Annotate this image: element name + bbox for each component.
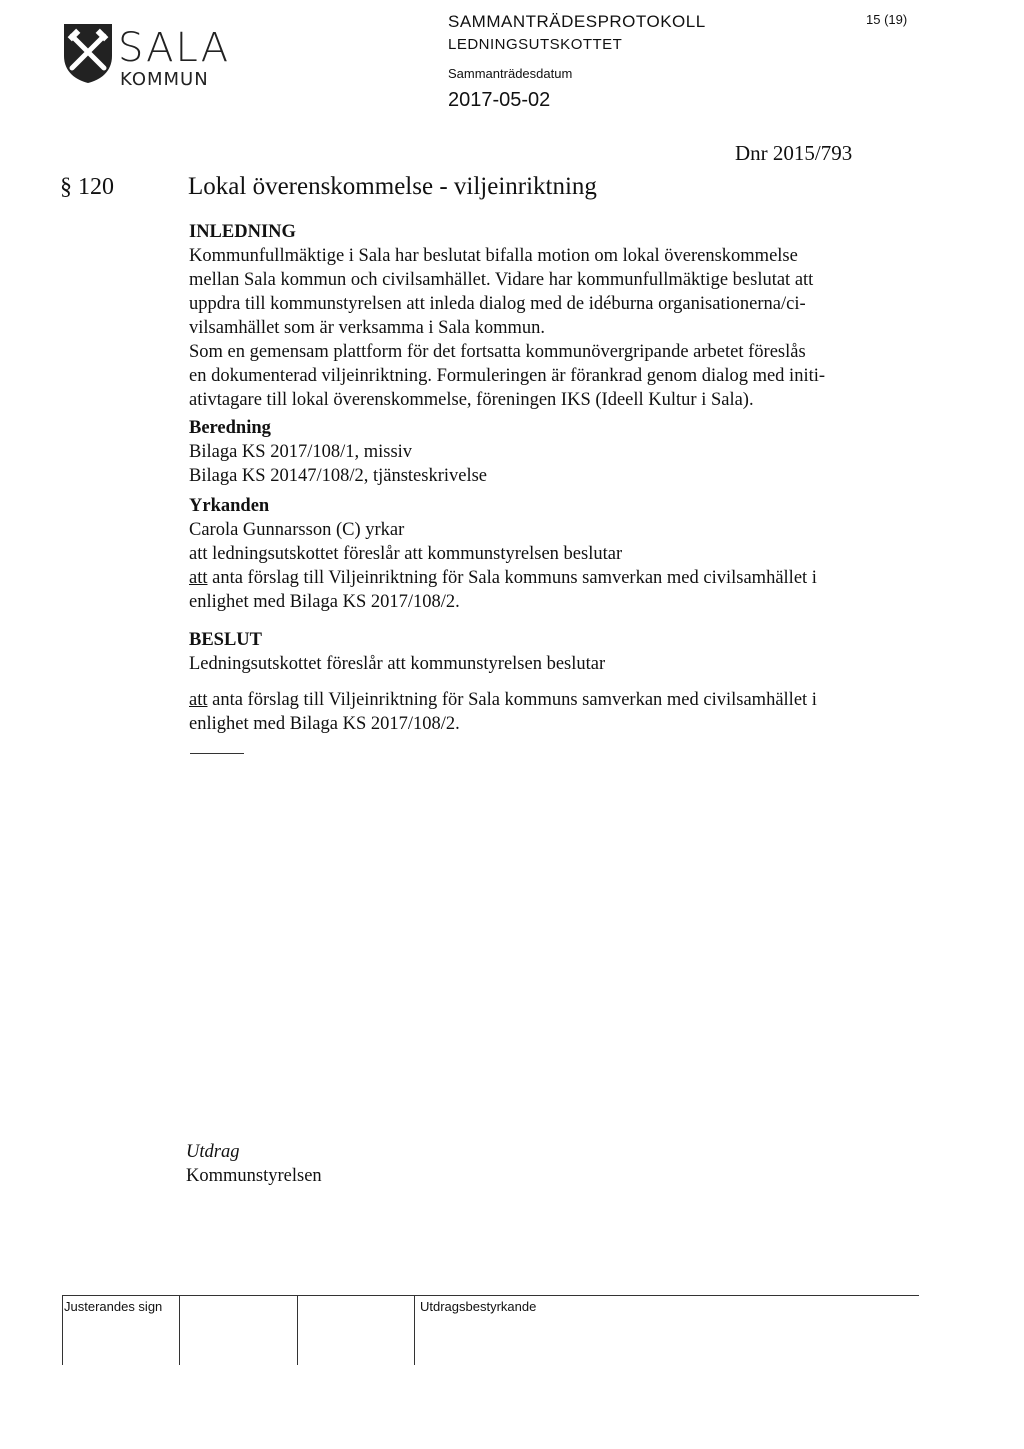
extract-label: Utdrag <box>186 1142 240 1162</box>
signature-label: Justerandes sign <box>64 1299 163 1314</box>
footer-divider <box>414 1295 415 1365</box>
decision-section <box>189 628 879 676</box>
meeting-date-label: Sammanträdesdatum <box>448 66 573 81</box>
decision-line: Ledningsutskottet föreslår att kommunstyrelsen beslutar <box>189 654 606 674</box>
attachment-line: Bilaga KS 20147/108/2, tjänsteskrivelse <box>189 466 488 486</box>
motion-line-rest: anta förslag till Viljeinriktning för Sala kommuns samverkan med civilsamhället i <box>207 568 817 588</box>
att-underlined: att <box>189 568 208 588</box>
extract-certification-label: Utdragsbestyrkande <box>420 1299 537 1314</box>
introduction-line: uppdra till kommunstyrelsen att inleda dialog med de idéburna organisationerna/ci- <box>189 294 806 314</box>
introduction-line: Som en gemensam plattform för det fortsatta kommunövergripande arbetet föreslås <box>189 342 806 362</box>
sala-kommun-logo <box>62 14 262 94</box>
introduction-line: vilsamhället som är verksamma i Sala kommun. <box>189 318 546 338</box>
motion-line: Carola Gunnarsson (C) yrkar <box>189 520 405 540</box>
motions-heading: Yrkanden <box>189 496 270 516</box>
decision-heading: BESLUT <box>189 630 263 650</box>
decision-att-block <box>189 688 879 736</box>
motion-line: att ledningsutskottet föreslår att kommunstyrelsen beslutar <box>189 544 623 564</box>
committee-name: LEDNINGSUTSKOTTET <box>448 36 623 53</box>
coat-of-arms-icon <box>62 22 114 84</box>
attachment-line: Bilaga KS 2017/108/1, missiv <box>189 442 413 462</box>
signature-footer <box>62 1295 919 1365</box>
motion-line: enlighet med Bilaga KS 2017/108/2. <box>189 592 460 612</box>
footer-top-line <box>62 1295 919 1296</box>
extract-recipient: Kommunstyrelsen <box>186 1166 322 1186</box>
section-title: Lokal överenskommelse - viljeinriktning <box>188 173 597 200</box>
introduction-section <box>189 220 879 412</box>
introduction-line: Kommunfullmäktige i Sala har beslutat bifalla motion om lokal överenskommelse <box>189 246 798 266</box>
motion-line <box>189 566 879 590</box>
decision-line: enlighet med Bilaga KS 2017/108/2. <box>189 714 460 734</box>
logo-subtitle: KOMMUN <box>120 69 209 90</box>
introduction-line: mellan Sala kommun och civilsamhället. Vidare har kommunfullmäktige beslutat att <box>189 270 814 290</box>
preparation-section <box>189 416 879 488</box>
att-underlined: att <box>189 690 208 710</box>
decision-line <box>189 688 879 712</box>
introduction-heading: INLEDNING <box>189 222 296 242</box>
introduction-line: ativtagare till lokal överenskommelse, föreningen IKS (Ideell Kultur i Sala). <box>189 390 754 410</box>
footer-divider <box>297 1295 298 1365</box>
motions-section <box>189 494 879 614</box>
decision-line-rest: anta förslag till Viljeinriktning för Sala kommuns samverkan med civilsamhället i <box>207 690 817 710</box>
page-number: 15 (19) <box>866 12 908 27</box>
end-of-section-rule <box>190 753 244 754</box>
protocol-title: SAMMANTRÄDESPROTOKOLL <box>448 12 706 31</box>
footer-divider <box>179 1295 180 1365</box>
diary-number: Dnr 2015/793 <box>735 141 853 165</box>
meeting-date: 2017-05-02 <box>448 89 551 111</box>
footer-divider <box>62 1295 63 1365</box>
extract-block <box>186 1140 322 1188</box>
introduction-line: en dokumenterad viljeinriktning. Formuleringen är förankrad genom dialog med initi- <box>189 366 826 386</box>
section-number: § 120 <box>60 174 114 200</box>
preparation-heading: Beredning <box>189 418 271 438</box>
logo-name: SALA <box>118 25 231 71</box>
